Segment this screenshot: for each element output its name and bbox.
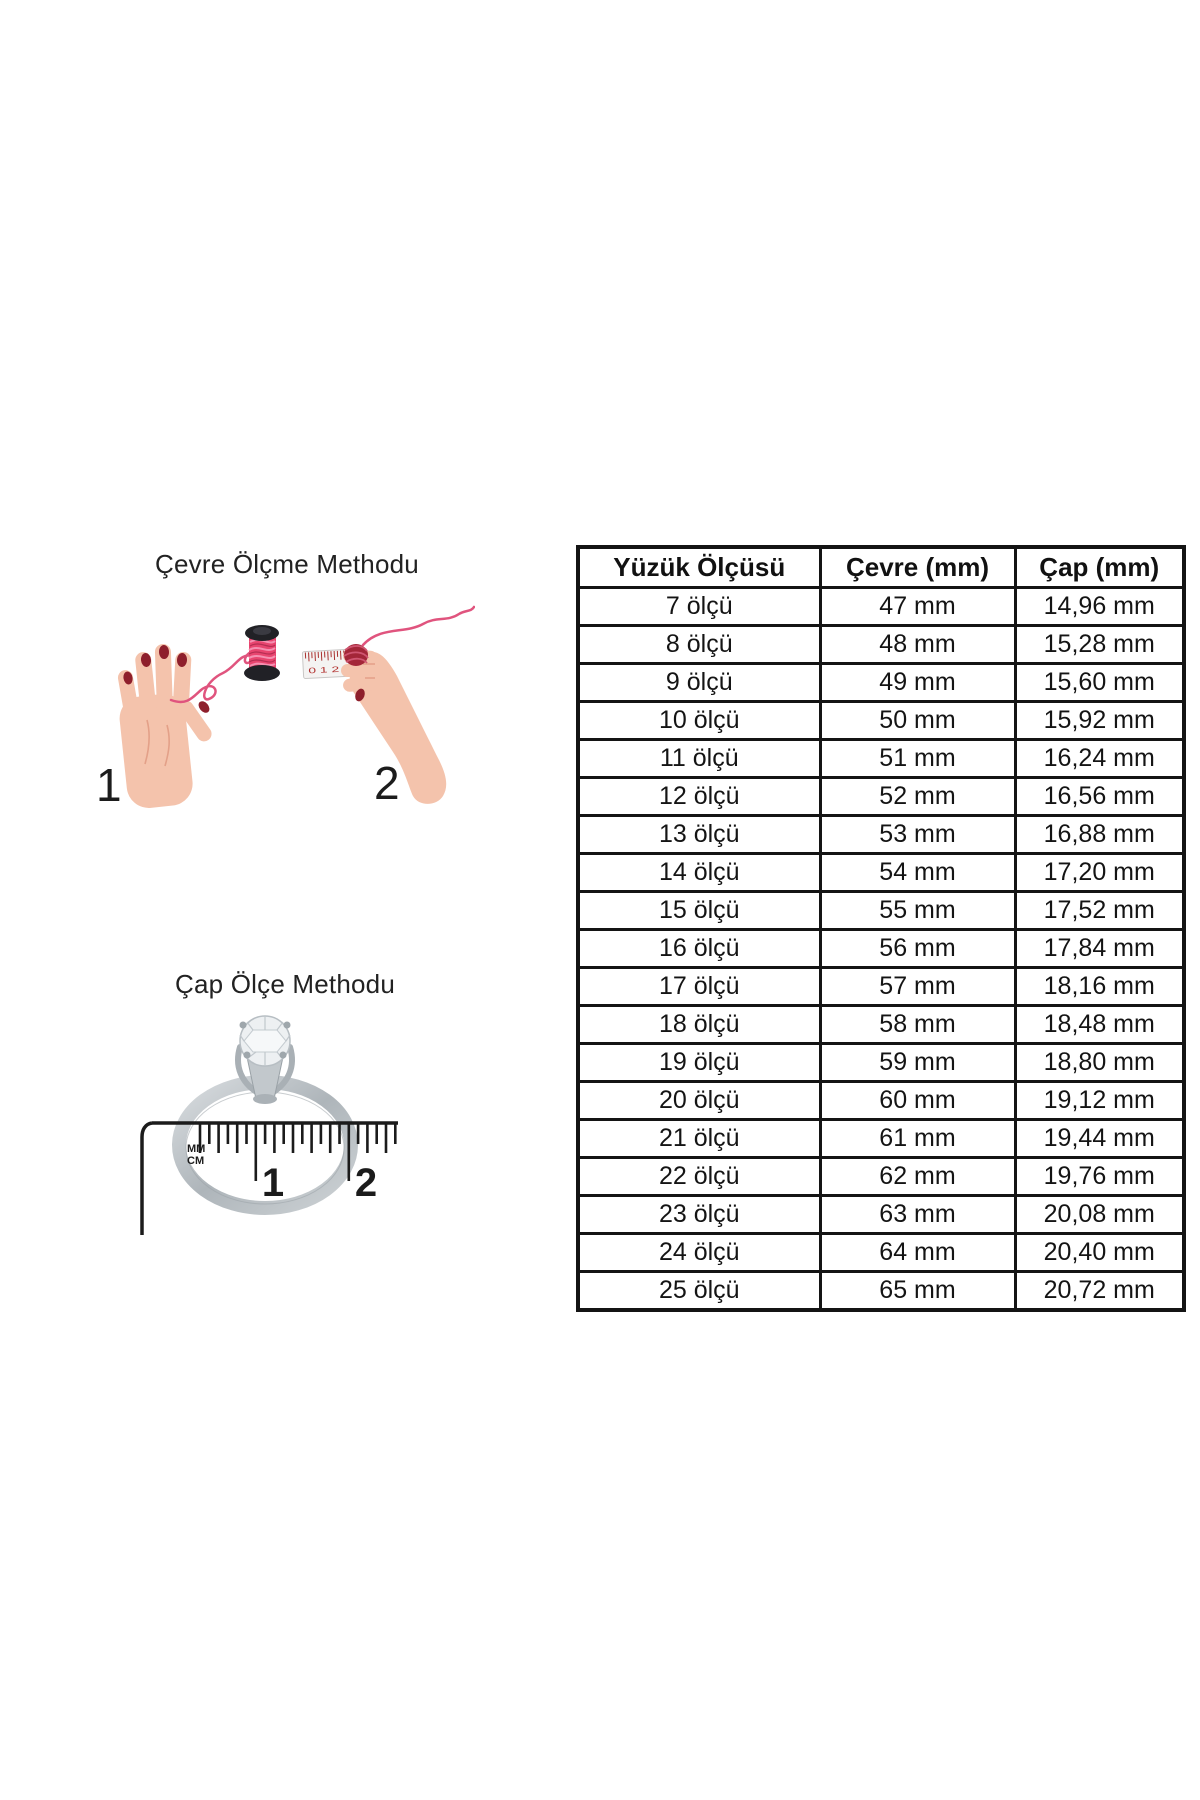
ruler-mark-2: 2 — [354, 1161, 378, 1205]
table-row — [578, 740, 1184, 778]
table-cell: 57 mm — [820, 968, 1015, 1006]
thread — [363, 607, 474, 645]
table-cell: 15,60 mm — [1015, 664, 1184, 702]
table-cell: 24 ölçü — [578, 1234, 820, 1272]
column-header-circumference: Çevre (mm) — [820, 547, 1015, 588]
table-cell: 15,28 mm — [1015, 626, 1184, 664]
table-cell: 19,44 mm — [1015, 1120, 1184, 1158]
table-cell: 17,84 mm — [1015, 930, 1184, 968]
table-row — [578, 892, 1184, 930]
ring-size-table — [576, 545, 1186, 1312]
table-cell: 60 mm — [820, 1082, 1015, 1120]
column-header-ring-size: Yüzük Ölçüsü — [578, 547, 820, 588]
table-cell: 17,20 mm — [1015, 854, 1184, 892]
hand-with-thread-illustration — [117, 644, 215, 810]
table-cell: 16 ölçü — [578, 930, 820, 968]
table-cell: 58 mm — [820, 1006, 1015, 1044]
ruler-unit-mm: MM — [187, 1143, 206, 1155]
table-row — [578, 626, 1184, 664]
table-cell: 50 mm — [820, 702, 1015, 740]
table-cell: 18,48 mm — [1015, 1006, 1184, 1044]
circumference-method-illustration — [75, 600, 475, 850]
ruler-mark-1: 1 — [261, 1161, 285, 1205]
table-cell: 19,12 mm — [1015, 1082, 1184, 1120]
nail — [196, 699, 211, 715]
table-cell: 12 ölçü — [578, 778, 820, 816]
table-cell: 16,24 mm — [1015, 740, 1184, 778]
table-cell: 14 ölçü — [578, 854, 820, 892]
table-row — [578, 1158, 1184, 1196]
diameter-method-illustration — [130, 1005, 420, 1240]
circumference-method-title: Çevre Ölçme Methodu — [155, 549, 419, 579]
table-cell: 25 ölçü — [578, 1272, 820, 1311]
table-cell: 23 ölçü — [578, 1196, 820, 1234]
column-header-diameter: Çap (mm) — [1015, 547, 1184, 588]
table-cell: 49 mm — [820, 664, 1015, 702]
table-row — [578, 588, 1184, 626]
table-cell: 15,92 mm — [1015, 702, 1184, 740]
table-cell: 63 mm — [820, 1196, 1015, 1234]
table-cell: 64 mm — [820, 1234, 1015, 1272]
table-row — [578, 1272, 1184, 1311]
table-cell: 20,72 mm — [1015, 1272, 1184, 1311]
table-row — [578, 816, 1184, 854]
table-cell: 11 ölçü — [578, 740, 820, 778]
table-cell: 22 ölçü — [578, 1158, 820, 1196]
table-header-row — [578, 547, 1184, 588]
table-row — [578, 854, 1184, 892]
table-cell: 7 ölçü — [578, 588, 820, 626]
diameter-method-title: Çap Ölçe Methodu — [175, 969, 395, 999]
table-cell: 53 mm — [820, 816, 1015, 854]
step-2-label: 2 — [374, 757, 400, 809]
table-cell: 14,96 mm — [1015, 588, 1184, 626]
table-cell: 20 ölçü — [578, 1082, 820, 1120]
table-row — [578, 1082, 1184, 1120]
table-cell: 54 mm — [820, 854, 1015, 892]
table-cell: 65 mm — [820, 1272, 1015, 1311]
table-row — [578, 1196, 1184, 1234]
table-row — [578, 968, 1184, 1006]
table-cell: 17 ölçü — [578, 968, 820, 1006]
table-cell: 10 ölçü — [578, 702, 820, 740]
table-cell: 19,76 mm — [1015, 1158, 1184, 1196]
table-cell: 52 mm — [820, 778, 1015, 816]
table-cell: 16,88 mm — [1015, 816, 1184, 854]
table-cell: 13 ölçü — [578, 816, 820, 854]
table-cell: 18,80 mm — [1015, 1044, 1184, 1082]
table-cell: 48 mm — [820, 626, 1015, 664]
mini-ruler-numbers: 0 1 2 3 4 — [308, 664, 340, 676]
table-cell: 19 ölçü — [578, 1044, 820, 1082]
table-cell: 59 mm — [820, 1044, 1015, 1082]
table-row — [578, 930, 1184, 968]
table-cell: 21 ölçü — [578, 1120, 820, 1158]
ring-size-table-body — [578, 588, 1184, 1311]
table-cell: 62 mm — [820, 1158, 1015, 1196]
step-1-label: 1 — [96, 759, 122, 811]
table-row — [578, 778, 1184, 816]
ruler-unit-cm: CM — [187, 1155, 205, 1167]
table-cell: 61 mm — [820, 1120, 1015, 1158]
table-cell: 8 ölçü — [578, 626, 820, 664]
table-row — [578, 1120, 1184, 1158]
table-cell: 20,08 mm — [1015, 1196, 1184, 1234]
thread-spool-illustration — [244, 625, 280, 681]
table-cell: 55 mm — [820, 892, 1015, 930]
table-cell: 56 mm — [820, 930, 1015, 968]
table-row — [578, 1006, 1184, 1044]
ruler-hook — [142, 1123, 152, 1235]
table-cell: 17,52 mm — [1015, 892, 1184, 930]
table-row — [578, 664, 1184, 702]
table-row — [578, 1044, 1184, 1082]
table-cell: 18,16 mm — [1015, 968, 1184, 1006]
table-cell: 51 mm — [820, 740, 1015, 778]
table-cell: 47 mm — [820, 588, 1015, 626]
table-cell: 9 ölçü — [578, 664, 820, 702]
table-cell: 16,56 mm — [1015, 778, 1184, 816]
table-cell: 18 ölçü — [578, 1006, 820, 1044]
table-cell: 15 ölçü — [578, 892, 820, 930]
table-row — [578, 702, 1184, 740]
table-cell: 20,40 mm — [1015, 1234, 1184, 1272]
table-row — [578, 1234, 1184, 1272]
